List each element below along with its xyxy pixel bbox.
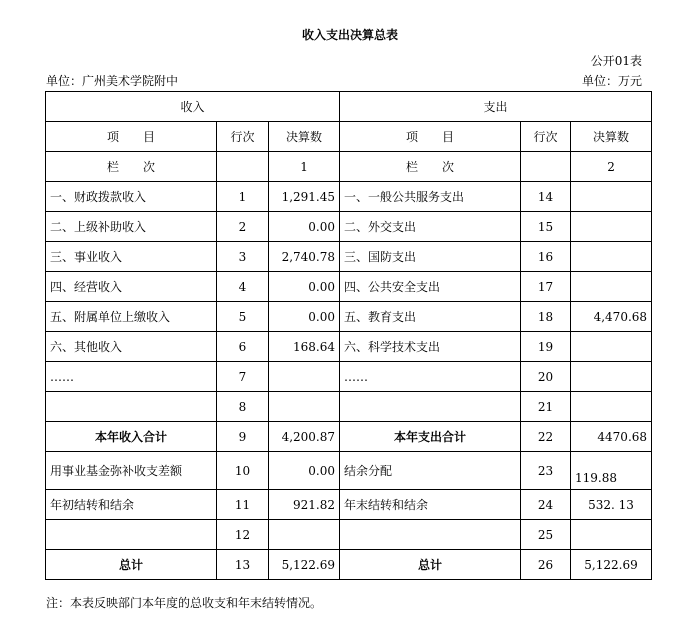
expense-item: 五、教育支出 <box>340 302 521 332</box>
expense-row-no: 15 <box>521 212 571 242</box>
expense-row-no: 14 <box>521 182 571 212</box>
table-row <box>46 392 652 422</box>
income-column-number: 1 <box>269 152 340 182</box>
income-item: 六、其他收入 <box>46 332 217 362</box>
income-year-total-label: 本年收入合计 <box>46 422 217 452</box>
unit-name: 单位：广州美术学院附中 <box>46 74 179 88</box>
income-row-no: 6 <box>217 332 269 362</box>
income-item: 五、附属单位上缴收入 <box>46 302 217 332</box>
form-number: 公开01表 <box>590 54 642 68</box>
expense-amount <box>571 272 652 302</box>
expense-row-no: 24 <box>521 490 571 520</box>
expense-row-header: 行次 <box>521 122 571 152</box>
expense-item: 一、一般公共服务支出 <box>340 182 521 212</box>
table-row <box>46 242 652 272</box>
income-row-no: 9 <box>217 422 269 452</box>
expense-amount: 119.88 <box>571 452 652 490</box>
expense-item: 结余分配 <box>340 452 521 490</box>
income-row-no: 13 <box>217 550 269 580</box>
income-item <box>46 520 217 550</box>
income-column-blank <box>217 152 269 182</box>
carry-row <box>46 490 652 520</box>
expense-column-number: 2 <box>571 152 652 182</box>
expense-year-total-label: 本年支出合计 <box>340 422 521 452</box>
column-number-row <box>46 152 652 182</box>
section-header-row <box>46 92 652 122</box>
income-amount: 921.82 <box>269 490 340 520</box>
expense-grand-total-label: 总计 <box>340 550 521 580</box>
income-item: 四、经营收入 <box>46 272 217 302</box>
income-item: 用事业基金弥补收支差额 <box>46 452 217 490</box>
income-row-no: 3 <box>217 242 269 272</box>
expense-item <box>340 520 521 550</box>
table-row <box>46 182 652 212</box>
expense-grand-total-amount: 5,122.69 <box>571 550 652 580</box>
income-amount <box>269 520 340 550</box>
table-row <box>46 362 652 392</box>
income-grand-total-label: 总计 <box>46 550 217 580</box>
summary-table <box>45 91 652 580</box>
income-amount: 0.00 <box>269 212 340 242</box>
grand-total-row <box>46 550 652 580</box>
expense-column-blank <box>521 152 571 182</box>
expense-item: 六、科学技术支出 <box>340 332 521 362</box>
income-item: …… <box>46 362 217 392</box>
income-row-no: 4 <box>217 272 269 302</box>
expense-amount <box>571 520 652 550</box>
expense-row-no: 21 <box>521 392 571 422</box>
income-amount: 1,291.45 <box>269 182 340 212</box>
income-row-no: 2 <box>217 212 269 242</box>
income-row-header: 行次 <box>217 122 269 152</box>
income-amount: 168.64 <box>269 332 340 362</box>
expense-item-header: 项 目 <box>340 122 521 152</box>
expense-amount: 532. 13 <box>571 490 652 520</box>
income-row-no: 5 <box>217 302 269 332</box>
income-item: 二、上级补助收入 <box>46 212 217 242</box>
expense-row-no: 16 <box>521 242 571 272</box>
expense-amount-header: 决算数 <box>571 122 652 152</box>
income-item-header: 项 目 <box>46 122 217 152</box>
income-column-label: 栏 次 <box>46 152 217 182</box>
expense-row-no: 18 <box>521 302 571 332</box>
expense-column-label: 栏 次 <box>340 152 521 182</box>
income-row-no: 8 <box>217 392 269 422</box>
expense-amount <box>571 332 652 362</box>
expense-row-no: 22 <box>521 422 571 452</box>
expense-row-no: 20 <box>521 362 571 392</box>
expense-year-total-amount: 4470.68 <box>571 422 652 452</box>
income-grand-total-amount: 5,122.69 <box>269 550 340 580</box>
income-amount: 2,740.78 <box>269 242 340 272</box>
expense-amount <box>571 392 652 422</box>
income-amount: 0.00 <box>269 272 340 302</box>
expense-amount <box>571 242 652 272</box>
expense-row-no: 26 <box>521 550 571 580</box>
income-item: 一、财政拨款收入 <box>46 182 217 212</box>
income-row-no: 7 <box>217 362 269 392</box>
income-header: 收入 <box>46 92 340 122</box>
expense-amount <box>571 362 652 392</box>
income-row-no: 11 <box>217 490 269 520</box>
expense-amount <box>571 212 652 242</box>
income-amount-header: 决算数 <box>269 122 340 152</box>
footnote: 注：本表反映部门本年度的总收支和年末结转情况。 <box>46 596 323 610</box>
income-item <box>46 392 217 422</box>
table-row <box>46 302 652 332</box>
currency-unit: 单位：万元 <box>581 74 642 88</box>
income-item: 三、事业收入 <box>46 242 217 272</box>
income-amount <box>269 362 340 392</box>
income-row-no: 12 <box>217 520 269 550</box>
income-item: 年初结转和结余 <box>46 490 217 520</box>
expense-row-no: 25 <box>521 520 571 550</box>
expense-item: 三、国防支出 <box>340 242 521 272</box>
expense-row-no: 19 <box>521 332 571 362</box>
income-amount: 0.00 <box>269 302 340 332</box>
table-row <box>46 272 652 302</box>
income-amount: 0.00 <box>269 452 340 490</box>
fund-row <box>46 452 652 490</box>
expense-amount <box>571 182 652 212</box>
column-header-row <box>46 122 652 152</box>
expense-item: 四、公共安全支出 <box>340 272 521 302</box>
income-row-no: 10 <box>217 452 269 490</box>
page-title: 收入支出决算总表 <box>301 28 398 42</box>
expense-item <box>340 392 521 422</box>
table-row <box>46 212 652 242</box>
income-amount <box>269 392 340 422</box>
expense-row-no: 23 <box>521 452 571 490</box>
year-total-row <box>46 422 652 452</box>
income-row-no: 1 <box>217 182 269 212</box>
expense-item: …… <box>340 362 521 392</box>
expense-row-no: 17 <box>521 272 571 302</box>
income-year-total-amount: 4,200.87 <box>269 422 340 452</box>
blank-row <box>46 520 652 550</box>
expense-amount: 4,470.68 <box>571 302 652 332</box>
expense-item: 年末结转和结余 <box>340 490 521 520</box>
expense-item: 二、外交支出 <box>340 212 521 242</box>
expense-header: 支出 <box>340 92 652 122</box>
table-row <box>46 332 652 362</box>
